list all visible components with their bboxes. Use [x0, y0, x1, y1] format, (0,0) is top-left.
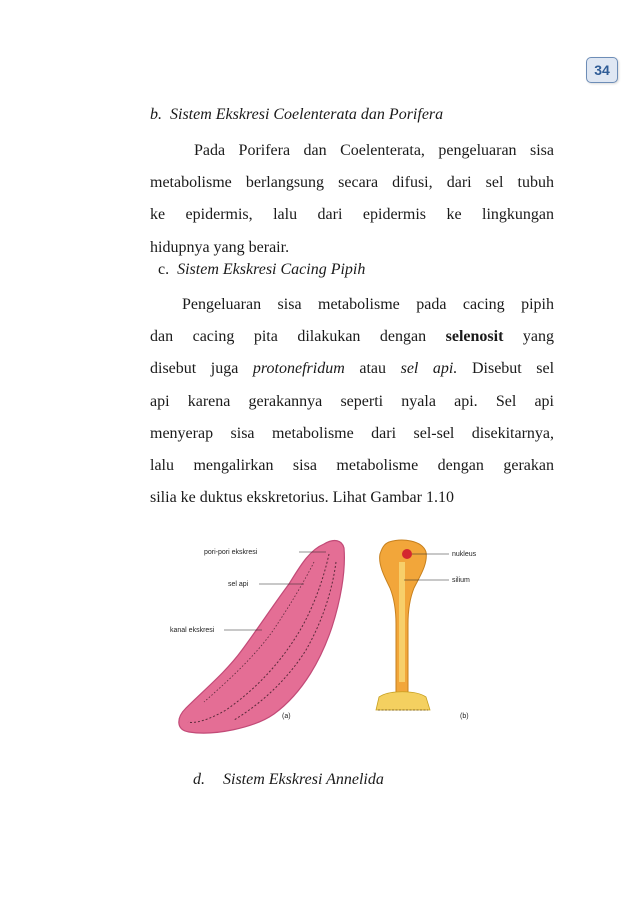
caption-a: (a) — [282, 713, 291, 720]
section-c-title: Sistem Ekskresi Cacing Pipih — [177, 261, 366, 278]
paragraph-line: api karena gerakannya seperti nyala api. Sel api — [150, 392, 554, 410]
text-run: atau — [359, 360, 387, 378]
text-run: Disebut sel — [471, 360, 555, 378]
section-d-letter: d. — [193, 771, 205, 788]
duct-base — [376, 692, 430, 710]
section-b-letter: b. — [150, 106, 162, 123]
text-run: yang — [522, 328, 555, 346]
caption-b: (b) — [460, 713, 469, 720]
term-selenosit: selenosit — [445, 328, 504, 346]
paragraph-line: menyerap sisa metabolisme dari sel-sel disekitarnya, — [150, 424, 554, 442]
label-silium: silium — [452, 577, 470, 584]
paragraph-line — [150, 321, 554, 353]
flame-cell-illustration — [376, 540, 477, 720]
page-number: 34 — [586, 57, 618, 83]
section-c-paragraph — [150, 289, 554, 514]
section-b-title: Sistem Ekskresi Coelenterata dan Porifera — [170, 106, 444, 123]
section-c-letter: c. — [158, 261, 170, 278]
term-protonefridum: protonefridum — [252, 360, 345, 378]
paragraph-line: hidupnya yang berair. — [150, 238, 290, 256]
paragraph-line: lalu mengalirkan sisa metabolisme dengan gerakan — [150, 456, 554, 474]
text-run: disebut juga — [150, 360, 239, 378]
section-d-title: Sistem Ekskresi Annelida — [223, 771, 384, 788]
text-run: dan cacing pita dilakukan dengan — [150, 328, 427, 346]
section-d-heading — [193, 771, 384, 789]
paragraph-line: ke epidermis, lalu dari epidermis ke lingkungan — [150, 206, 554, 224]
paragraph-line: Pengeluaran sisa metabolisme pada cacing pipih — [182, 296, 554, 313]
nucleus — [402, 549, 412, 559]
paragraph-line: Pada Porifera dan Coelenterata, pengeluaran sisa — [194, 142, 554, 159]
paragraph-line: metabolisme berlangsung secara difusi, dari sel tubuh — [150, 174, 554, 192]
label-sel-api: sel api — [228, 581, 249, 588]
label-kanal: kanal ekskresi — [170, 627, 215, 634]
flatworm-body — [179, 541, 345, 734]
section-b-paragraph — [150, 135, 554, 264]
section-b-heading — [150, 106, 443, 124]
figure-excretory-illustration — [164, 532, 494, 742]
term-sel-api: sel api. — [400, 360, 458, 378]
paragraph-line — [150, 353, 554, 385]
paragraph-line: silia ke duktus ekskretorius. Lihat Gambar 1.10 — [150, 489, 454, 507]
label-nukleus: nukleus — [452, 551, 477, 558]
flatworm-illustration — [170, 541, 344, 734]
label-pori-pori: pori-pori ekskresi — [204, 549, 258, 556]
section-c-heading — [158, 261, 365, 279]
